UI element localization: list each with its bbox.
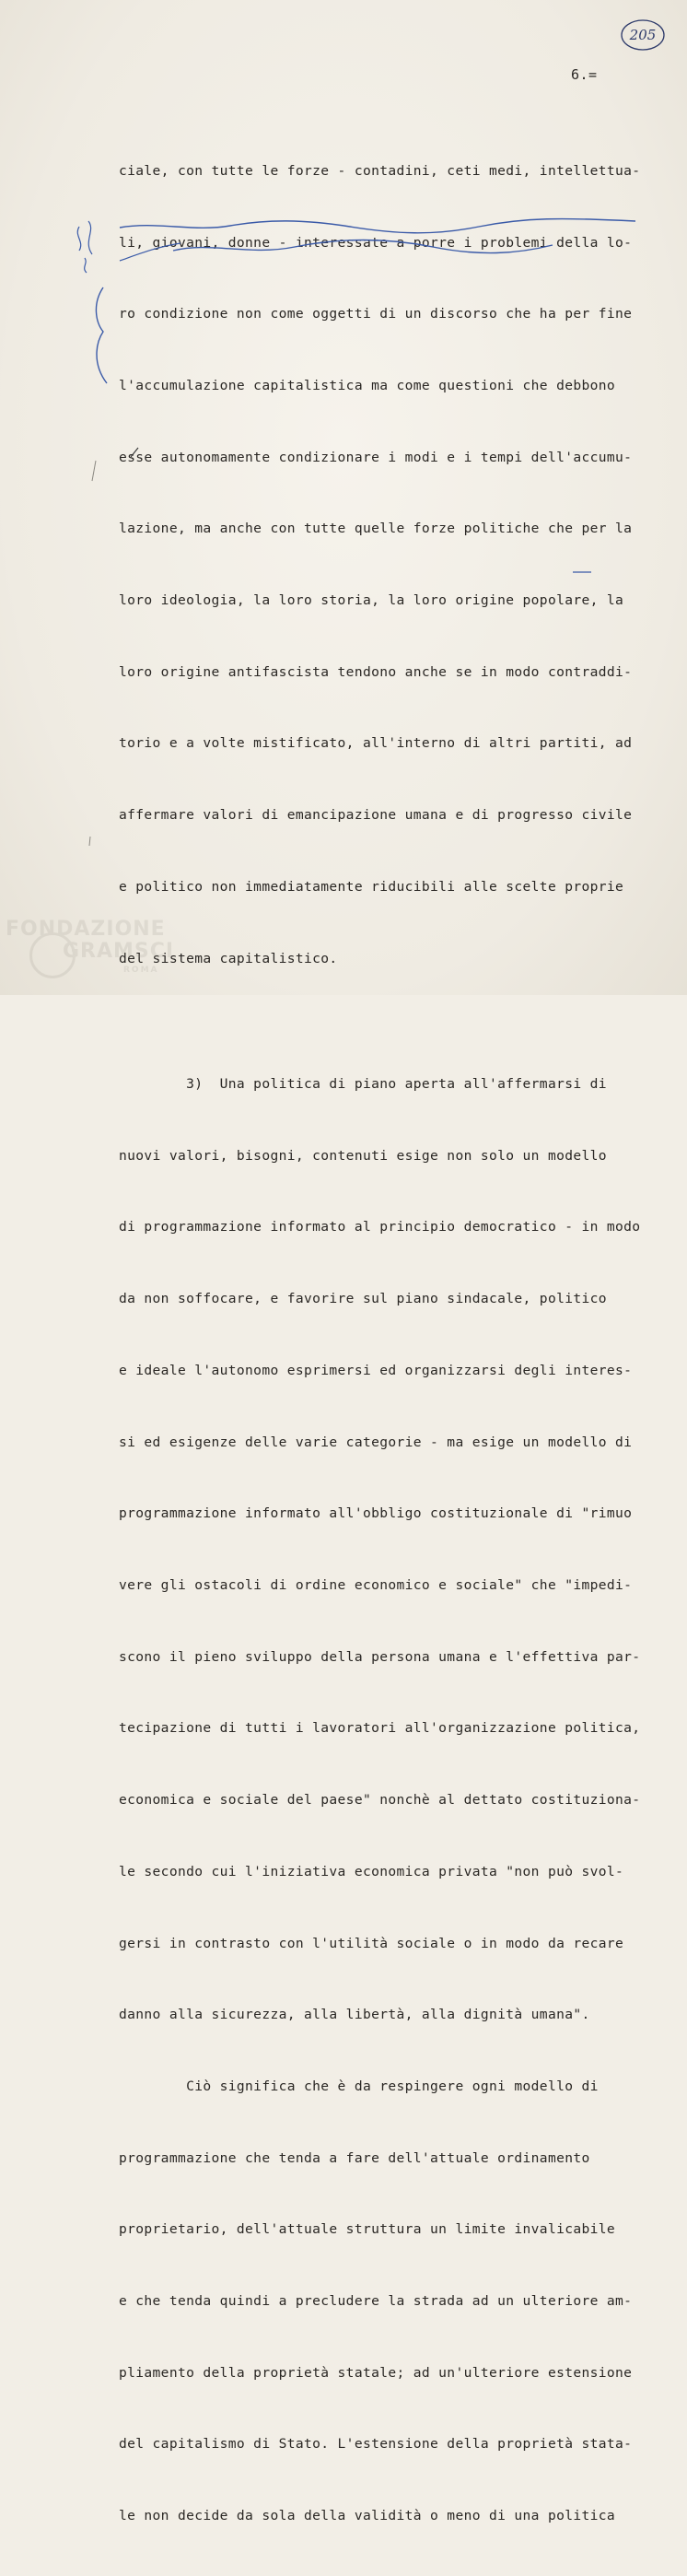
text-line: da non soffocare, e favorire sul piano sindacale, politico <box>119 1291 607 1307</box>
text-line: del capitalismo di Stato. L'estensione della proprietà stata- <box>119 2436 633 2453</box>
text-line: le secondo cui l'iniziativa economica privata "non può svol- <box>119 1863 624 1879</box>
watermark-line: GRAMSCI <box>63 940 175 963</box>
text-line: e che tenda quindi a precludere la strada ad un ulteriore am- <box>119 2293 633 2310</box>
archive-number: 205 <box>629 27 657 43</box>
text-line: danno alla sicurezza, alla libertà, alla dignità umana". <box>119 2007 590 2023</box>
archive-number-stamp <box>619 17 667 53</box>
text-line: affermare valori di emancipazione umana e di progresso civile <box>119 807 633 824</box>
margin-bracket-mark <box>96 287 107 383</box>
page-number: 6.= <box>571 66 598 83</box>
text-line: programmazione che tenda a fare dell'attuale ordinamento <box>119 2149 590 2166</box>
fondazione-gramsci-watermark <box>6 918 180 991</box>
typewritten-body <box>119 111 641 2576</box>
text-line: ro condizione non come oggetti di un discorso che ha per fine <box>119 306 633 322</box>
text-line: Ciò significa che è da respingere ogni modello di <box>119 2078 599 2094</box>
text-line: si ed esigenze delle varie categorie - ma esige un modello di <box>119 1434 633 1450</box>
text-line: nuovi valori, bisogni, contenuti esige non solo un modello <box>119 1147 607 1164</box>
text-line: e ideale l'autonomo esprimersi ed organizzarsi degli interes- <box>119 1362 633 1378</box>
text-line: scono il pieno sviluppo della persona umana e l'effettiva par- <box>119 1648 641 1665</box>
text-line: proprietario, dell'attuale struttura un limite invalicabile <box>119 2221 616 2238</box>
text-line: gersi in contrasto con l'utilità sociale o in modo da recare <box>119 1935 624 1951</box>
text-line: tecipazione di tutti i lavoratori all'organizzazione politica, <box>119 1720 641 1737</box>
text-line: 3) Una politica di piano aperta all'affermarsi di <box>119 1076 607 1093</box>
margin-tick-mark <box>89 837 90 846</box>
watermark-line: ROMA <box>123 966 159 975</box>
text-line: lazione, ma anche con tutte quelle forze politiche che per la <box>119 521 633 537</box>
text-line: di programmazione informato al principio democratico - in modo <box>119 1219 641 1235</box>
watermark-line: FONDAZIONE <box>6 918 166 941</box>
text-line: vere gli ostacoli di ordine economico e sociale" che "impedi- <box>119 1576 633 1593</box>
text-line: esse autonomamente condizionare i modi e i tempi dell'accumu- <box>119 449 633 465</box>
text-line: torio e a volte mistificato, all'interno di altri partiti, ad <box>119 735 633 752</box>
text-line: l'accumulazione capitalistica ma come questioni che debbono <box>119 377 616 393</box>
text-line: ciale, con tutte le forze - contadini, ceti medi, intellettua- <box>119 162 641 179</box>
text-line: le non decide da sola della validità o meno di una politica <box>119 2508 616 2524</box>
text-line: li, giovani, donne - interessate a porre i problemi della lo- <box>119 234 633 251</box>
text-line: loro ideologia, la loro storia, la loro origine popolare, la <box>119 592 624 609</box>
text-line: economica e sociale del paese" nonchè al dettato costituziona- <box>119 1792 641 1809</box>
text-line: e politico non immediatamente riducibili alle scelte proprie <box>119 878 624 895</box>
paragraph-gap <box>119 1018 635 1025</box>
text-line: del sistema capitalistico. <box>119 950 338 966</box>
text-line: pliamento della proprietà statale; ad un'ulteriore estensione <box>119 2364 633 2381</box>
text-line: loro origine antifascista tendono anche se in modo contraddi- <box>119 663 633 680</box>
text-line: programmazione informato all'obbligo costituzionale di "rimuo <box>119 1505 633 1522</box>
margin-squiggle-mark <box>77 221 92 273</box>
margin-tick-mark <box>92 461 96 481</box>
